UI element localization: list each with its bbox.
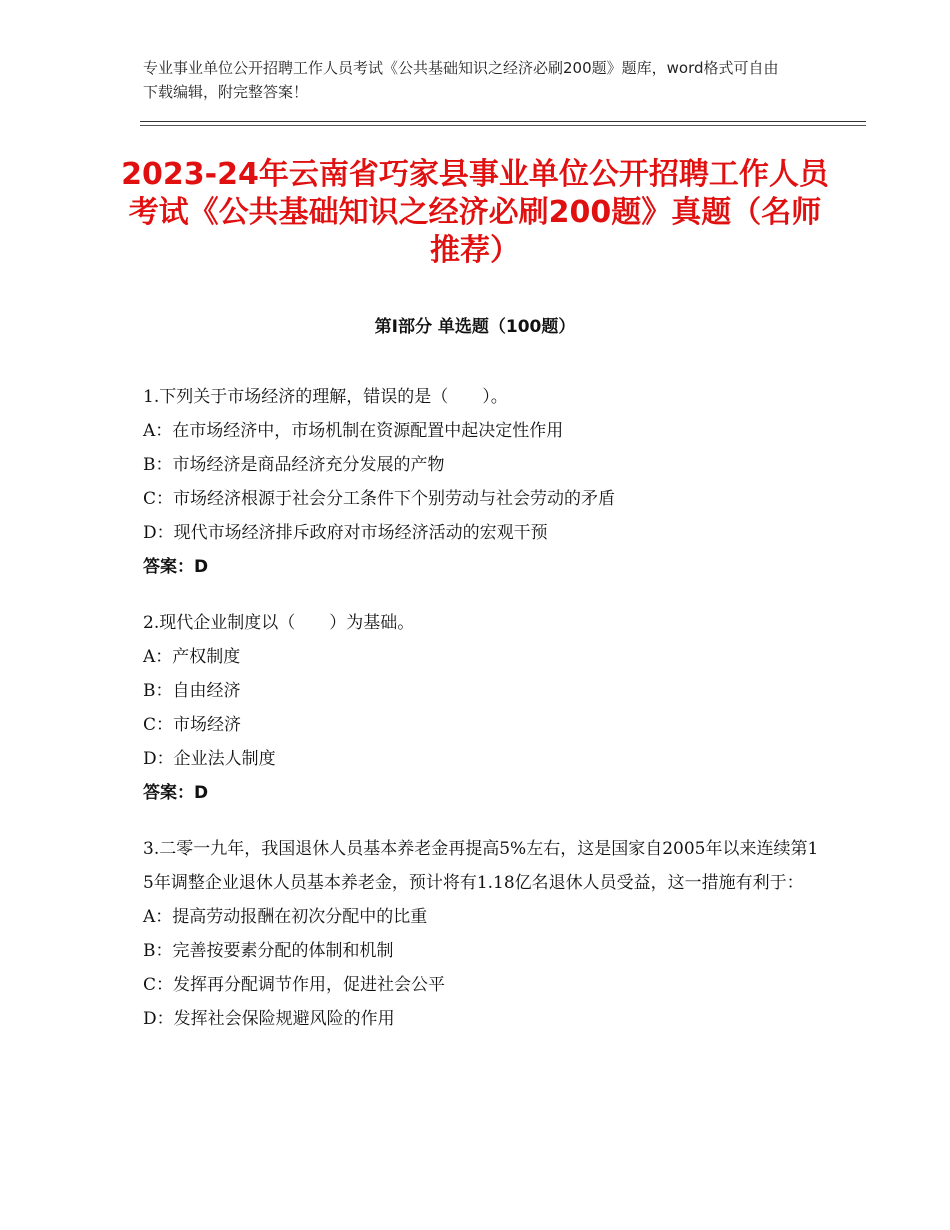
option-c: C：市场经济根源于社会分工条件下个别劳动与社会劳动的矛盾 — [143, 489, 616, 509]
option-a: A：在市场经济中，市场机制在资源配置中起决定性作用 — [143, 421, 564, 441]
question-stem: 1.下列关于市场经济的理解，错误的是（ ）。 — [143, 387, 508, 407]
question-list — [143, 380, 823, 1058]
header-divider-bottom — [140, 125, 866, 126]
option-a: A：产权制度 — [143, 647, 241, 667]
question-2 — [143, 606, 823, 810]
option-d: D：发挥社会保险规避风险的作用 — [143, 1009, 395, 1029]
question-3 — [143, 832, 823, 1036]
option-b: B：市场经济是商品经济充分发展的产物 — [143, 455, 445, 475]
header-divider-top — [140, 121, 866, 122]
option-a: A：提高劳动报酬在初次分配中的比重 — [143, 907, 428, 927]
answer: 答案：D — [143, 557, 209, 577]
question-stem: 3.二零一九年，我国退休人员基本养老金再提高5%左右，这是国家自2005年以来连续第15年调整企业退休人员基本养老金，预计将有1.18亿名退休人员受益，这一措施有利于： — [143, 839, 819, 893]
answer: 答案：D — [143, 783, 209, 803]
header-note: 专业事业单位公开招聘工作人员考试《公共基础知识之经济必刷200题》题库，word格式可自由下载编辑，附完整答案！ — [143, 59, 779, 101]
option-b: B：自由经济 — [143, 681, 241, 701]
option-c: C：市场经济 — [143, 715, 242, 735]
option-d: D：企业法人制度 — [143, 749, 276, 769]
section-title: 第Ⅰ部分 单选题（100题） — [374, 317, 576, 337]
option-b: B：完善按要素分配的体制和机制 — [143, 941, 394, 961]
option-c: C：发挥再分配调节作用，促进社会公平 — [143, 975, 446, 995]
option-d: D：现代市场经济排斥政府对市场经济活动的宏观干预 — [143, 523, 548, 543]
document-title: 2023-24年云南省巧家县事业单位公开招聘工作人员考试《公共基础知识之经济必刷200题》真题（名师推荐） — [121, 157, 829, 268]
question-1 — [143, 380, 823, 584]
question-stem: 2.现代企业制度以（ ）为基础。 — [143, 613, 415, 633]
